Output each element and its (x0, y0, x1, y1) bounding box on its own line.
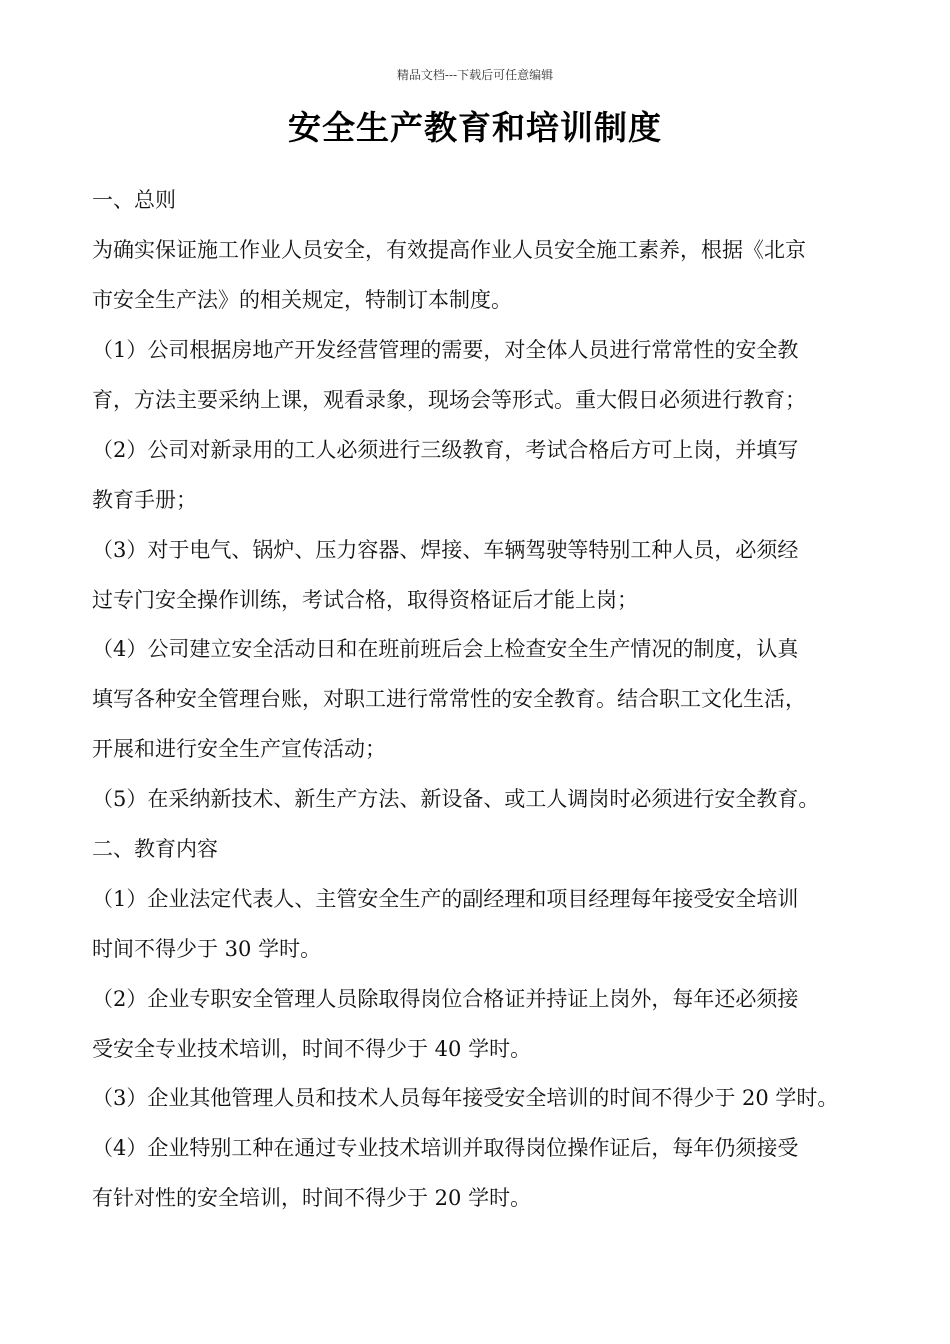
paragraph-line: （2）公司对新录用的工人必须进行三级教育，考试合格后方可上岗，并填写 (92, 438, 799, 462)
paragraph-line: 为确实保证施工作业人员安全，有效提高作业人员安全施工素养，根据《北京 (92, 238, 806, 262)
section-heading-general: 一、总则 (92, 188, 176, 212)
paragraph-line: （4）公司建立安全活动日和在班前班后会上检查安全生产情况的制度，认真 (92, 637, 799, 661)
paragraph-line: （1）公司根据房地产开发经营管理的需要，对全体人员进行常常性的安全教 (92, 338, 799, 362)
paragraph-line: （3）对于电气、锅炉、压力容器、焊接、车辆驾驶等特别工种人员，必须经 (92, 538, 799, 562)
paragraph-line: 开展和进行安全生产宣传活动； (92, 737, 386, 761)
paragraph-line: （1）企业法定代表人、主管安全生产的副经理和项目经理每年接受安全培训 (92, 887, 799, 911)
paragraph-line: （4）企业特别工种在通过专业技术培训并取得岗位操作证后，每年仍须接受 (92, 1136, 799, 1160)
header-note: 精品文档---下载后可任意编辑 (396, 68, 554, 82)
section-heading-content: 二、教育内容 (92, 837, 218, 861)
paragraph-line: 育，方法主要采纳上课，观看录象，现场会等形式。重大假日必须进行教育； (92, 388, 806, 412)
paragraph-line: （5）在采纳新技术、新生产方法、新设备、或工人调岗时必须进行安全教育。 (92, 787, 820, 811)
paragraph-line: 受安全专业技术培训，时间不得少于 40 学时。 (92, 1037, 532, 1061)
paragraph-line: （2）企业专职安全管理人员除取得岗位合格证并持证上岗外，每年还必须接 (92, 987, 799, 1011)
paragraph-line: 过专门安全操作训练，考试合格，取得资格证后才能上岗； (92, 588, 638, 612)
paragraph-line: 时间不得少于 30 学时。 (92, 937, 322, 961)
paragraph-line: （3）企业其他管理人员和技术人员每年接受安全培训的时间不得少于 20 学时。 (92, 1086, 839, 1110)
paragraph-line: 填写各种安全管理台账，对职工进行常常性的安全教育。结合职工文化生活， (92, 687, 806, 711)
paragraph-line: 有针对性的安全培训，时间不得少于 20 学时。 (92, 1186, 532, 1210)
paragraph-line: 市安全生产法》的相关规定，特制订本制度。 (92, 288, 512, 312)
paragraph-line: 教育手册； (92, 488, 197, 512)
document-title: 安全生产教育和培训制度 (288, 108, 662, 147)
